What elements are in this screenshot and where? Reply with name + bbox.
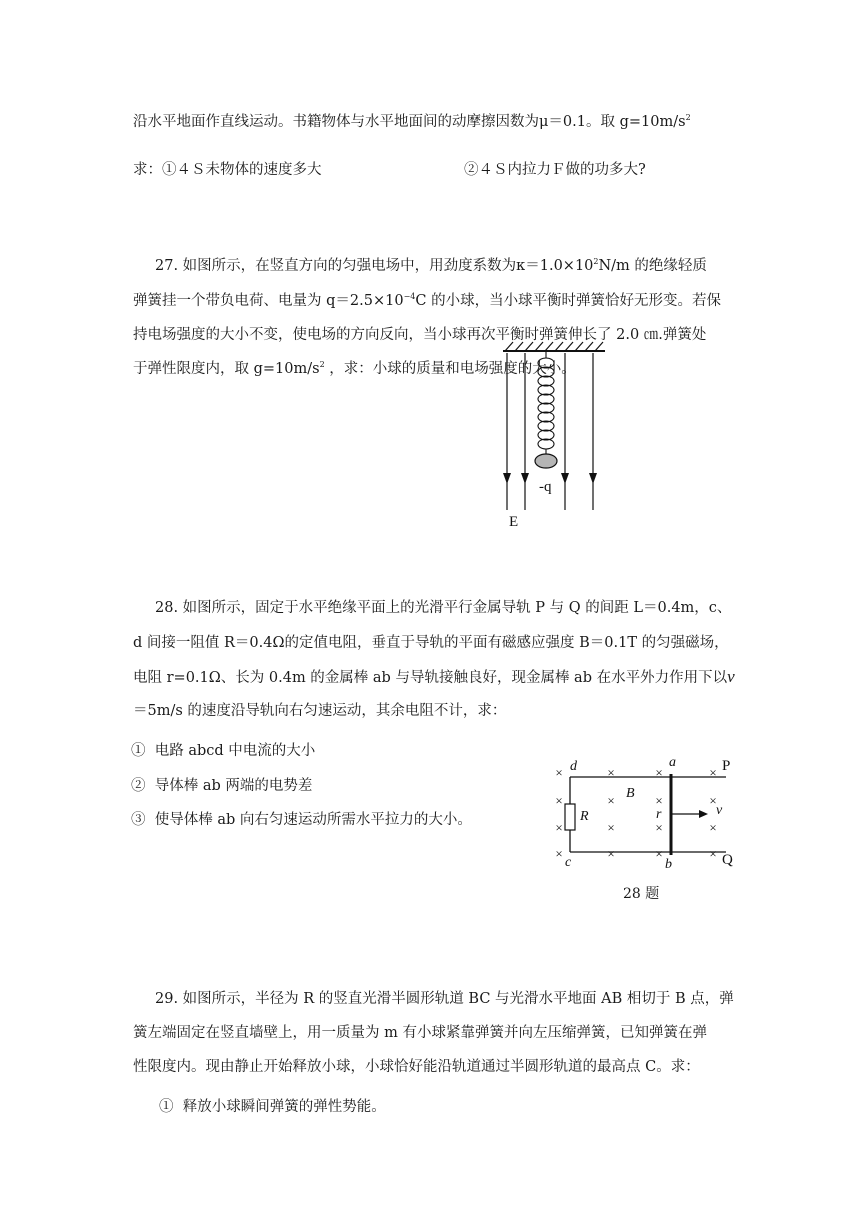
svg-text:×: × (709, 846, 717, 861)
charge-label: -q (539, 479, 552, 495)
item-number: ① (159, 1099, 174, 1115)
ceiling-hatch (505, 342, 603, 351)
svg-text:×: × (555, 820, 563, 835)
p28-line-1: 28. 如图所示，固定于水平绝缘平面上的光滑平行金属导轨 P 与 Q 的间距 L＝0.4m，c、 (155, 600, 732, 616)
svg-text:×: × (555, 765, 563, 780)
svg-text:×: × (607, 793, 615, 808)
p26-question-1: 求：①４Ｓ未物体的速度多大 (133, 162, 322, 178)
svg-text:×: × (655, 765, 663, 780)
p28-line-2: d 间接一阻值 R＝0.4Ω的定值电阻，垂直于导轨的平面有磁感应强度 B＝0.1T 的匀强磁场， (133, 635, 729, 651)
label-P: P (722, 758, 731, 774)
svg-text:×: × (555, 846, 563, 861)
p26-line-1: 沿水平地面作直线运动。书籍物体与水平地面间的动摩擦因数为μ＝0.1。取 $g=10m/s^2$ (133, 113, 691, 130)
label-d: d (570, 759, 577, 774)
svg-text:×: × (607, 765, 615, 780)
svg-text:×: × (555, 793, 563, 808)
svg-text:×: × (607, 820, 615, 835)
p27-line-3: 持电场强度的大小不变，使电场的方向反向，当小球再次平衡时弹簧伸长了 2.0 ㎝.弹簧处 (133, 327, 707, 343)
item-number: ① (131, 743, 146, 759)
field-label: E (509, 514, 519, 530)
p28-line-3: 电阻 r=0.1Ω、长为 0.4m 的金属棒 ab 与导轨接触良好，现金属棒 ab 在水平外力作用下以v (133, 667, 735, 686)
figure-28-caption: 28 题 (623, 886, 660, 902)
svg-text:×: × (709, 793, 717, 808)
resistor-R (565, 804, 575, 830)
svg-text:×: × (655, 793, 663, 808)
p27-line-1: 27. 如图所示，在竖直方向的匀强电场中，用劲度系数为$\kappa=1.0\times 10^2N/m$ 的绝缘轻质 (155, 257, 707, 274)
velocity-arrowhead (699, 810, 708, 818)
label-v: v (716, 803, 723, 818)
p28-item-3: ③ 使导体棒 ab 向右匀速运动所需水平拉力的大小。 (131, 812, 472, 828)
svg-text:×: × (655, 820, 663, 835)
svg-text:×: × (655, 846, 663, 861)
label-b: b (665, 857, 672, 872)
item-number: ② (131, 778, 146, 794)
p28-item-2: ② 导体棒 ab 两端的电势差 (131, 778, 313, 794)
p27-line-2: 弹簧挂一个带负电荷、电量为 $q=2.5\times 10^{-4}C$ 的小球，当小球平衡时弹簧恰好无形变。若保 (133, 292, 722, 309)
label-Q: Q (722, 852, 733, 868)
rails-circuit-figure (548, 752, 748, 872)
svg-text:×: × (607, 846, 615, 861)
item-number: ③ (131, 812, 146, 828)
label-c: c (565, 855, 572, 870)
label-a: a (669, 755, 676, 770)
p28-item-1: ① 电路 abcd 中电流的大小 (131, 743, 316, 759)
p27-line-4: 于弹性限度内，取 $g=10m/s^2$ ，求：小球的质量和电场强度的大小。 (133, 360, 576, 377)
p29-line-1: 29. 如图所示，半径为 R 的竖直光滑半圆形轨道 BC 与光滑水平地面 AB 相切于 B 点，弹 (155, 991, 734, 1007)
charged-ball (535, 454, 557, 468)
svg-text:×: × (709, 765, 717, 780)
label-R: R (580, 809, 589, 824)
p29-item-1: ① 释放小球瞬间弹簧的弹性势能。 (159, 1099, 386, 1115)
p29-line-3: 性限度内。现由静止开始释放小球，小球恰好能沿轨道通过半圆形轨道的最高点 C。求： (133, 1059, 700, 1075)
label-B: B (626, 786, 635, 801)
svg-text:×: × (709, 820, 717, 835)
p28-line-4: ＝5m/s 的速度沿导轨向右匀速运动，其余电阻不计，求： (133, 703, 507, 719)
label-r: r (656, 807, 662, 822)
p26-question-2: ②４Ｓ内拉力Ｆ做的功多大? (464, 162, 646, 178)
p29-line-2: 簧左端固定在竖直墙壁上，用一质量为 m 有小球紧靠弹簧并向左压缩弹簧，已知弹簧在弹 (133, 1025, 707, 1041)
